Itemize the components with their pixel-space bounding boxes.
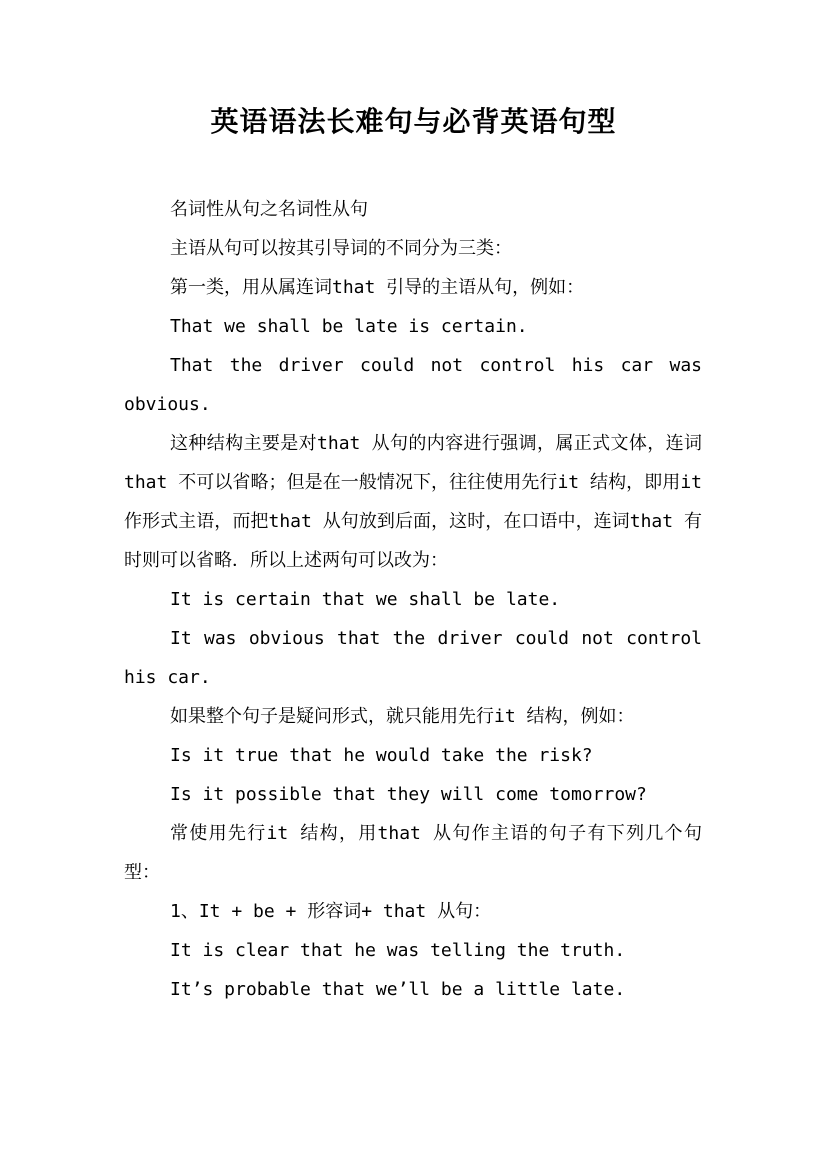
paragraph: 主语从句可以按其引导词的不同分为三类： [170,238,512,259]
example-sentence: Is it possible that they will come tomorrow? [170,784,647,805]
paragraph: 常使用先行it 结构，用that 从句作主语的句子有下列几个句型： [124,823,702,883]
pattern-heading: 1、It + be + 形容词+ that 从句： [170,901,492,922]
example-sentence: Is it true that he would take the risk? [170,745,593,766]
paragraph: 第一类，用从属连词that 引导的主语从句，例如： [170,277,585,298]
example-sentence: That we shall be late is certain. [170,316,528,337]
example-sentence: It was obvious that the driver could not control his car. [124,628,702,688]
document-body [124,190,702,1009]
document-title: 英语语法长难句与必背英语句型 [210,105,617,138]
paragraph: 如果整个句子是疑问形式，就只能用先行it 结构，例如： [170,706,635,727]
example-sentence: That the driver could not control his car was obvious. [124,355,702,415]
paragraph: 名词性从句之名词性从句 [170,199,368,220]
example-sentence: It is certain that we shall be late. [170,589,561,610]
example-sentence: It’s probable that we’ll be a little late. [170,979,626,1000]
example-sentence: It is clear that he was telling the truth. [170,940,626,961]
paragraph: 这种结构主要是对that 从句的内容进行强调，属正式文体，连词that 不可以省略；但是在一般情况下，往往使用先行it 结构，即用it 作形式主语，而把that 从句放到后面，这时，在口语中，连词that 有时则可以省略．所以上述两句可以改为： [124,433,702,571]
